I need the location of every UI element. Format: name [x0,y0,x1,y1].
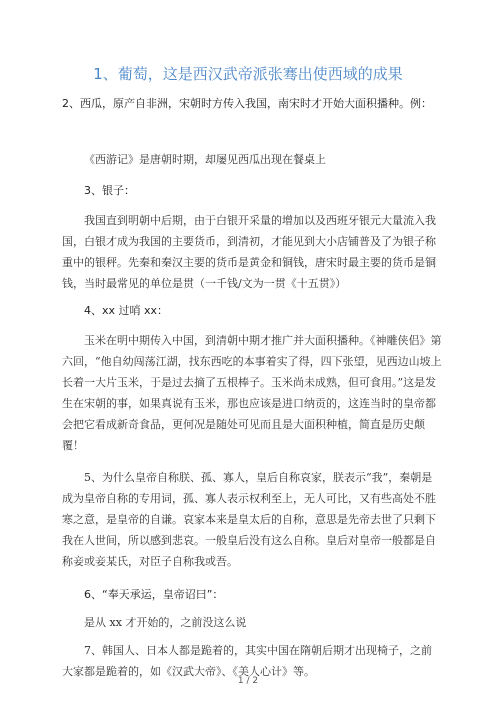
section-4-heading: 4、xx 过哨 xx： [84,304,169,317]
section-6-body: 是从 xx 才开始的，之前没这么说 [84,616,247,629]
section-6-heading: 6、“奉天承运，皇帝诏曰”： [84,588,224,601]
page-title: 1、葡萄，这是西汉武帝派张骞出使西域的成果 [93,65,403,83]
section-5-body: 5、为什么皇帝自称朕、孤、寡人，皇后自称哀家，朕表示“我”，秦朝是成为皇帝自称的专用词，孤、寡人表示权利至上，无人可比，又有些高处不胜寒之意，是皇帝的自谦。哀家本来是皇太后的自称，意思是先帝去世了只剩下我在人世间，所以感到悲哀。一般皇后没有这么自称。皇后对皇帝一般都是自称妾或妾某氏，对臣子自称我或吾。 [62,471,436,568]
section-7-body: 7、韩国人、日本人都是跪着的，其实中国在隋朝后期才出现椅子，之前大家都是跪着的，如《汉武大帝》、《美人心计》等。 [62,644,432,678]
section-2-example: 《西游记》是唐朝时期，却屡见西瓜出现在餐桌上 [84,153,326,166]
section-2-heading: 2、西瓜，原产自非洲，宋朝时方传入我国，南宋时才开始大面积播种。例： [62,97,432,110]
section-4-body: 玉米在明中期传入中国，到清朝中期才推广并大面积播种。《神雕侠侣》第六回，“他自幼闯荡江湖，找东西吃的本事着实了得，四下张望，见西边山坡上长着一大片玉米，于是过去摘了五根棒子。玉米尚未成熟，但可食用。”这是发生在宋朝的事，如果真说有玉米，那也应该是进口纳贡的，这连当时的皇帝都会把它看成新奇食品，更何况是随处可见而且是大面积种植，简直是历史颠覆！ [62,334,442,452]
section-3-body: 我国直到明朝中后期，由于白银开采量的增加以及西班牙银元大量流入我国，白银才成为我国的主要货币，到清初，才能见到大小店铺普及了为银子称重中的银秤。先秦和秦汉主要的货币是黄金和铜钱，唐宋时最主要的货币是铜钱，当时最常见的单位是贯（一千钱/文为一贯《十五贯》） [62,214,436,290]
section-3-heading: 3、银子： [84,184,135,197]
page-number: 1 / 2 [237,676,259,686]
